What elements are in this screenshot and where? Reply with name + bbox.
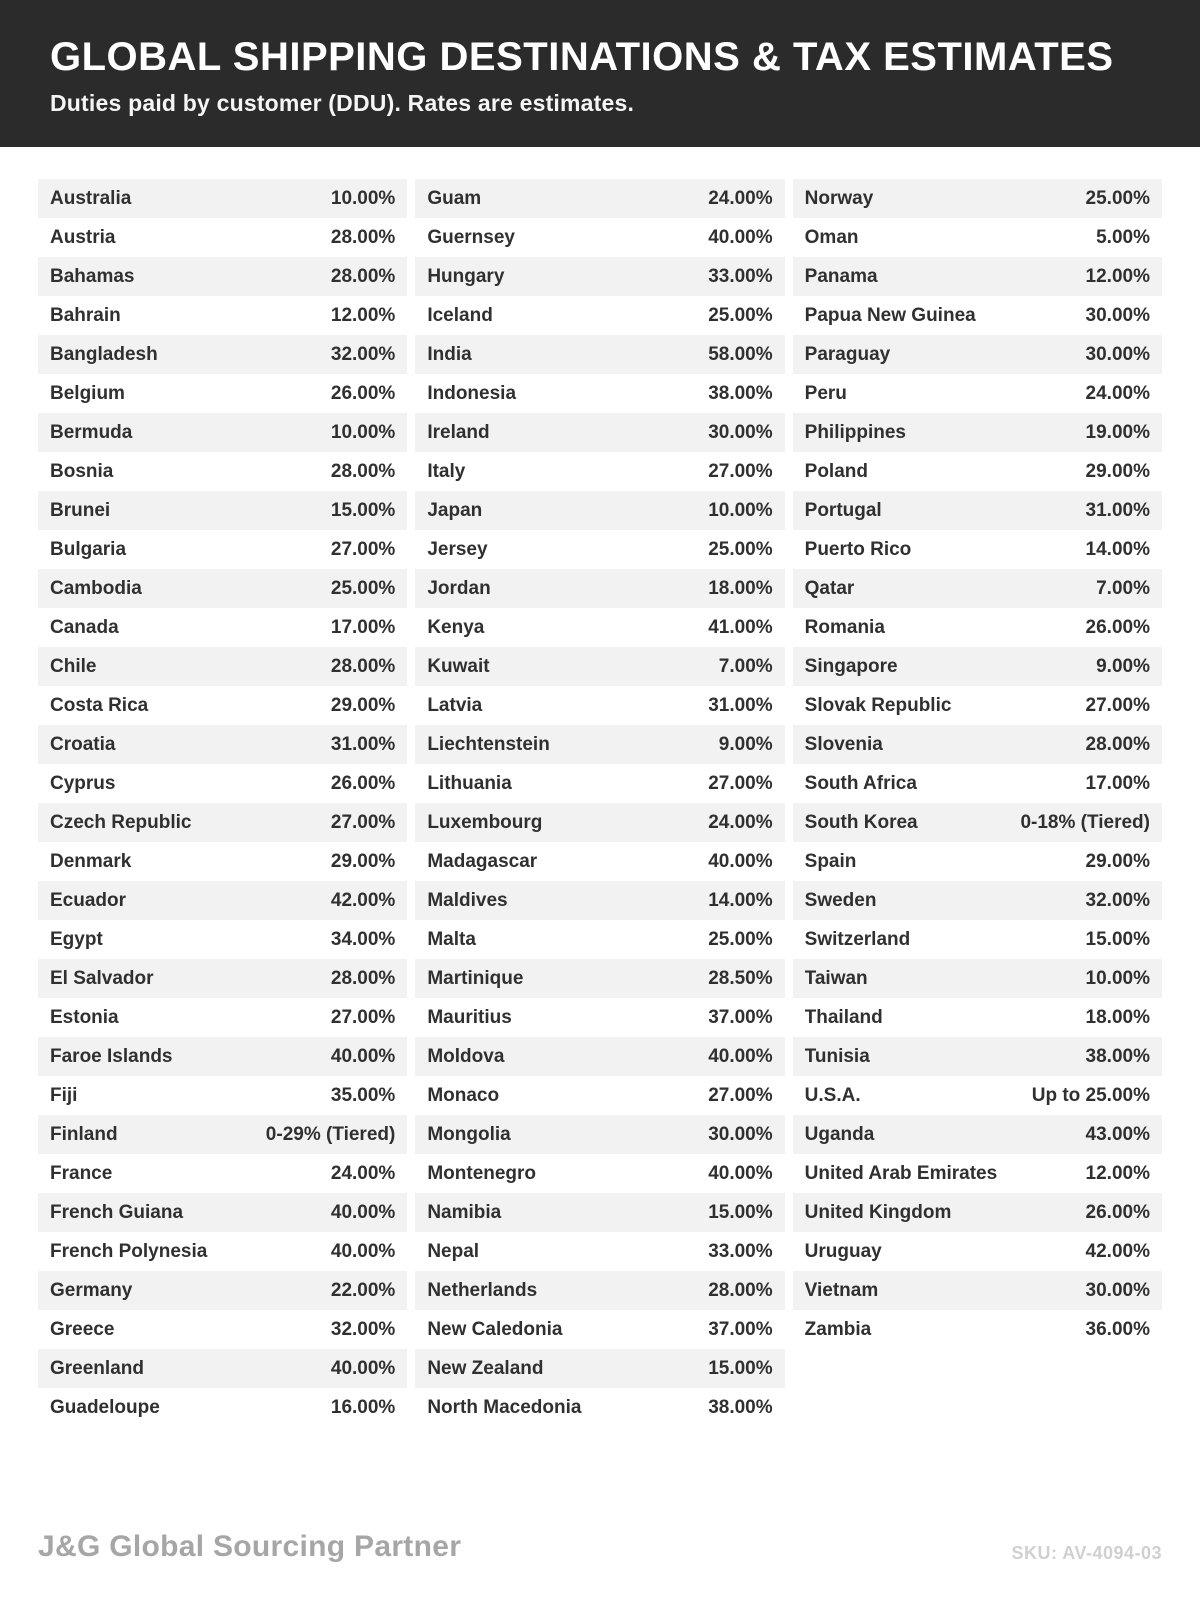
country-label: Kenya (427, 616, 485, 638)
rate-row (38, 1037, 407, 1076)
rate-value: 25.00% (708, 304, 773, 326)
country-label: Hungary (427, 265, 505, 287)
country-label: Bermuda (50, 421, 133, 443)
rate-value: 40.00% (708, 226, 773, 248)
rate-value: 40.00% (330, 1240, 396, 1262)
rate-value: 40.00% (330, 1201, 396, 1223)
rate-row (38, 257, 407, 296)
country-label: Austria (50, 226, 116, 248)
country-label: Bahrain (50, 304, 121, 326)
rate-row (793, 881, 1162, 920)
rate-value: 33.00% (708, 1240, 773, 1262)
rate-row (793, 296, 1162, 335)
rate-row (415, 1388, 784, 1427)
rate-row (38, 881, 407, 920)
rate-row (38, 1271, 407, 1310)
country-label: Romania (804, 616, 885, 638)
rate-row (38, 179, 407, 218)
rate-row (793, 569, 1162, 608)
page-title: GLOBAL SHIPPING DESTINATIONS & TAX ESTIMATES (50, 35, 1114, 79)
country-label: French Polynesia (50, 1240, 208, 1262)
country-label: Costa Rica (50, 694, 149, 716)
rate-value: 12.00% (330, 304, 396, 326)
rate-row (415, 257, 784, 296)
rate-row (38, 530, 407, 569)
rate-value: 15.00% (708, 1201, 773, 1223)
rate-value: 33.00% (708, 265, 773, 287)
country-label: Madagascar (427, 850, 538, 872)
country-label: Liechtenstein (427, 733, 550, 755)
rate-value: 28.00% (330, 655, 396, 677)
country-label: Luxembourg (427, 811, 543, 833)
rate-value: 29.00% (330, 850, 396, 872)
country-label: Bosnia (50, 460, 114, 482)
rate-value: 38.00% (708, 382, 773, 404)
rate-row (38, 1115, 407, 1154)
country-label: Mauritius (427, 1006, 512, 1028)
rate-row (415, 920, 784, 959)
rate-value: 28.50% (708, 967, 773, 989)
country-label: Netherlands (427, 1279, 538, 1301)
rate-row (793, 1076, 1162, 1115)
brand-name: J&G Global Sourcing Partner (38, 1530, 462, 1563)
rate-value: 31.00% (330, 733, 396, 755)
rate-row (793, 842, 1162, 881)
rate-value: 32.00% (330, 343, 396, 365)
rate-value: 27.00% (1085, 694, 1150, 716)
rate-row (415, 1115, 784, 1154)
country-label: Martinique (427, 967, 524, 989)
rate-row (415, 1310, 784, 1349)
rate-value: 9.00% (718, 733, 773, 755)
country-label: Iceland (427, 304, 493, 326)
rate-row (415, 647, 784, 686)
rate-value: 32.00% (1085, 889, 1150, 911)
rate-value: 41.00% (708, 616, 773, 638)
country-label: Panama (804, 265, 878, 287)
rate-row (793, 1115, 1162, 1154)
country-label: El Salvador (50, 967, 154, 989)
rate-value: 25.00% (330, 577, 396, 599)
sku-label: SKU: AV-4094-03 (1011, 1543, 1162, 1563)
country-label: Uganda (804, 1123, 875, 1145)
country-label: Norway (804, 187, 874, 209)
country-label: Italy (427, 460, 466, 482)
rate-row (38, 1310, 407, 1349)
rate-value: 14.00% (1085, 538, 1150, 560)
country-label: Namibia (427, 1201, 502, 1223)
rate-row (793, 218, 1162, 257)
country-label: Greece (50, 1318, 115, 1340)
rate-row (415, 998, 784, 1037)
country-label: Bulgaria (50, 538, 127, 560)
rate-row (415, 1154, 784, 1193)
rate-row (38, 218, 407, 257)
rate-row (415, 335, 784, 374)
rate-row (415, 218, 784, 257)
rate-value: 37.00% (708, 1006, 773, 1028)
rate-value: Up to 25.00% (1031, 1084, 1150, 1106)
country-label: United Kingdom (804, 1201, 952, 1223)
country-label: Zambia (804, 1318, 872, 1340)
country-label: Papua New Guinea (804, 304, 976, 326)
country-label: Jordan (427, 577, 491, 599)
page-subtitle: Duties paid by customer (DDU). Rates are estimates. (50, 90, 635, 116)
rate-value: 18.00% (1085, 1006, 1150, 1028)
country-label: Estonia (50, 1006, 119, 1028)
country-label: Poland (804, 460, 868, 482)
rate-row (415, 881, 784, 920)
rate-value: 37.00% (708, 1318, 773, 1340)
rate-value: 25.00% (708, 538, 773, 560)
rate-row (415, 452, 784, 491)
rate-value: 10.00% (1085, 967, 1150, 989)
country-label: Lithuania (427, 772, 512, 794)
rate-value: 30.00% (708, 421, 773, 443)
rate-value: 0-29% (Tiered) (265, 1123, 396, 1145)
rate-row (415, 608, 784, 647)
rate-value: 27.00% (330, 811, 396, 833)
rate-value: 28.00% (1085, 733, 1150, 755)
rate-value: 9.00% (1096, 655, 1150, 677)
rate-value: 24.00% (708, 811, 773, 833)
rate-value: 35.00% (330, 1084, 396, 1106)
rate-row (415, 569, 784, 608)
country-label: Bahamas (50, 265, 135, 287)
rate-value: 22.00% (330, 1279, 396, 1301)
rate-value: 42.00% (330, 889, 396, 911)
rate-value: 38.00% (1085, 1045, 1150, 1067)
rate-row (415, 842, 784, 881)
rate-row (415, 1076, 784, 1115)
rate-row (415, 1349, 784, 1388)
rate-row (415, 530, 784, 569)
rate-row (38, 491, 407, 530)
rate-value: 26.00% (1085, 616, 1150, 638)
rate-value: 29.00% (330, 694, 396, 716)
rate-row (38, 842, 407, 881)
country-label: Slovak Republic (804, 694, 952, 716)
country-label: Peru (804, 382, 847, 404)
country-label: Vietnam (804, 1279, 879, 1301)
rate-value: 26.00% (330, 382, 396, 404)
rate-row (793, 998, 1162, 1037)
rate-value: 26.00% (330, 772, 396, 794)
rate-row (793, 725, 1162, 764)
rate-value: 27.00% (330, 1006, 396, 1028)
rate-row (38, 803, 407, 842)
country-label: Ireland (427, 421, 490, 443)
country-label: Moldova (427, 1045, 505, 1067)
country-label: Croatia (50, 733, 116, 755)
rate-row (415, 1271, 784, 1310)
rate-value: 15.00% (330, 499, 396, 521)
country-label: New Zealand (427, 1357, 544, 1379)
rate-value: 30.00% (1085, 343, 1150, 365)
rate-value: 30.00% (1085, 304, 1150, 326)
country-label: Faroe Islands (50, 1045, 173, 1067)
rate-row (415, 1193, 784, 1232)
country-label: Chile (50, 655, 97, 677)
rate-row (38, 1388, 407, 1427)
country-label: New Caledonia (427, 1318, 563, 1340)
rate-row (38, 647, 407, 686)
rate-value: 25.00% (1085, 187, 1150, 209)
country-label: Thailand (804, 1006, 883, 1028)
rate-value: 29.00% (1085, 850, 1150, 872)
rate-row (38, 959, 407, 998)
rate-row (38, 374, 407, 413)
rate-row (793, 452, 1162, 491)
rate-row (38, 1154, 407, 1193)
rate-value: 10.00% (330, 421, 396, 443)
rate-value: 58.00% (708, 343, 773, 365)
rate-value: 40.00% (708, 1045, 773, 1067)
country-label: Japan (427, 499, 483, 521)
rate-row (415, 1232, 784, 1271)
rate-value: 25.00% (708, 928, 773, 950)
rate-row (415, 374, 784, 413)
country-label: India (427, 343, 472, 365)
rate-row (38, 569, 407, 608)
rate-value: 7.00% (1096, 577, 1150, 599)
rate-value: 28.00% (330, 967, 396, 989)
country-label: Cambodia (50, 577, 142, 599)
rate-row (793, 1310, 1162, 1349)
rate-value: 28.00% (708, 1279, 773, 1301)
country-label: Uruguay (804, 1240, 882, 1262)
country-label: Denmark (50, 850, 132, 872)
country-label: Bangladesh (50, 343, 158, 365)
country-label: Singapore (804, 655, 898, 677)
rate-value: 15.00% (708, 1357, 773, 1379)
rate-value: 14.00% (708, 889, 773, 911)
rate-value: 31.00% (1085, 499, 1150, 521)
country-label: Switzerland (804, 928, 911, 950)
rate-row (415, 959, 784, 998)
rates-column (415, 179, 784, 1427)
rate-value: 26.00% (1085, 1201, 1150, 1223)
rates-columns (38, 179, 1162, 1427)
rate-row (793, 1232, 1162, 1271)
rate-row (793, 1037, 1162, 1076)
country-label: South Africa (804, 772, 917, 794)
rate-value: 12.00% (1085, 265, 1150, 287)
rate-row (793, 335, 1162, 374)
country-label: Indonesia (427, 382, 517, 404)
country-label: Guernsey (427, 226, 515, 248)
country-label: Cyprus (50, 772, 116, 794)
country-label: Montenegro (427, 1162, 537, 1184)
rate-row (415, 725, 784, 764)
country-label: Taiwan (804, 967, 868, 989)
rate-row (793, 647, 1162, 686)
rate-value: 27.00% (708, 772, 773, 794)
rate-row (38, 1349, 407, 1388)
rate-value: 10.00% (708, 499, 773, 521)
country-label: U.S.A. (804, 1084, 861, 1106)
country-label: Sweden (804, 889, 877, 911)
rate-value: 42.00% (1085, 1240, 1150, 1262)
country-label: South Korea (804, 811, 918, 833)
country-label: Fiji (50, 1084, 78, 1106)
rate-row (415, 491, 784, 530)
rate-row (415, 764, 784, 803)
rate-value: 15.00% (1085, 928, 1150, 950)
rate-value: 18.00% (708, 577, 773, 599)
rate-row (38, 335, 407, 374)
country-label: Paraguay (804, 343, 891, 365)
country-label: Philippines (804, 421, 907, 443)
rate-value: 29.00% (1085, 460, 1150, 482)
rate-row (793, 686, 1162, 725)
rate-row (793, 1271, 1162, 1310)
page-header (0, 0, 1200, 147)
rate-value: 17.00% (1085, 772, 1150, 794)
rate-row (38, 686, 407, 725)
country-label: Czech Republic (50, 811, 192, 833)
rate-row (793, 920, 1162, 959)
country-label: Greenland (50, 1357, 144, 1379)
country-label: Nepal (427, 1240, 480, 1262)
country-label: Oman (804, 226, 859, 248)
rate-row (38, 608, 407, 647)
country-label: Ecuador (50, 889, 127, 911)
rate-row (415, 1037, 784, 1076)
rate-row (415, 686, 784, 725)
rate-value: 40.00% (330, 1357, 396, 1379)
rate-value: 28.00% (330, 226, 396, 248)
country-label: Brunei (50, 499, 111, 521)
rate-row (38, 296, 407, 335)
country-label: Spain (804, 850, 857, 872)
rate-row (38, 998, 407, 1037)
rate-value: 31.00% (708, 694, 773, 716)
rate-row (793, 257, 1162, 296)
rate-row (793, 959, 1162, 998)
rate-value: 10.00% (330, 187, 396, 209)
rate-value: 24.00% (1085, 382, 1150, 404)
rate-row (415, 296, 784, 335)
country-label: Kuwait (427, 655, 490, 677)
rate-row (793, 803, 1162, 842)
rates-column (38, 179, 407, 1427)
rate-value: 17.00% (330, 616, 396, 638)
rate-value: 5.00% (1096, 226, 1150, 248)
country-label: Guadeloupe (50, 1396, 160, 1418)
country-label: Jersey (427, 538, 488, 560)
rate-row (793, 1193, 1162, 1232)
country-label: Egypt (50, 928, 103, 950)
country-label: Mongolia (427, 1123, 511, 1145)
rate-value: 24.00% (708, 187, 773, 209)
rate-value: 27.00% (708, 1084, 773, 1106)
rate-value: 34.00% (330, 928, 396, 950)
country-label: Puerto Rico (804, 538, 912, 560)
rate-value: 27.00% (708, 460, 773, 482)
rate-row (415, 803, 784, 842)
rates-column (793, 179, 1162, 1349)
country-label: Tunisia (804, 1045, 870, 1067)
country-label: Portugal (804, 499, 882, 521)
rate-value: 19.00% (1085, 421, 1150, 443)
country-label: Slovenia (804, 733, 883, 755)
rate-row (38, 725, 407, 764)
page-footer (0, 1490, 1200, 1600)
rate-row (38, 1076, 407, 1115)
country-label: French Guiana (50, 1201, 184, 1223)
rate-value: 16.00% (330, 1396, 396, 1418)
rates-body (0, 147, 1200, 1490)
rate-value: 28.00% (330, 460, 396, 482)
country-label: Maldives (427, 889, 508, 911)
rate-row (38, 1193, 407, 1232)
rate-value: 12.00% (1085, 1162, 1150, 1184)
rate-value: 43.00% (1085, 1123, 1150, 1145)
rate-row (38, 452, 407, 491)
rate-value: 40.00% (330, 1045, 396, 1067)
rate-row (793, 491, 1162, 530)
country-label: Australia (50, 187, 132, 209)
rate-row (38, 1232, 407, 1271)
country-label: Qatar (804, 577, 855, 599)
rate-value: 0-18% (Tiered) (1020, 811, 1150, 833)
rate-row (793, 374, 1162, 413)
rate-value: 30.00% (708, 1123, 773, 1145)
rate-row (38, 764, 407, 803)
rate-row (415, 413, 784, 452)
rate-row (793, 413, 1162, 452)
country-label: Canada (50, 616, 119, 638)
country-label: Latvia (427, 694, 483, 716)
rate-row (38, 920, 407, 959)
country-label: Guam (427, 187, 482, 209)
rate-row (793, 1154, 1162, 1193)
rate-row (793, 530, 1162, 569)
rate-value: 40.00% (708, 1162, 773, 1184)
rate-value: 7.00% (718, 655, 773, 677)
rate-value: 28.00% (330, 265, 396, 287)
rate-value: 36.00% (1085, 1318, 1150, 1340)
rate-value: 24.00% (330, 1162, 396, 1184)
country-label: France (50, 1162, 113, 1184)
rate-value: 32.00% (330, 1318, 396, 1340)
country-label: United Arab Emirates (804, 1162, 998, 1184)
country-label: North Macedonia (427, 1396, 582, 1418)
country-label: Germany (50, 1279, 133, 1301)
rate-row (793, 179, 1162, 218)
country-label: Monaco (427, 1084, 500, 1106)
rate-row (793, 608, 1162, 647)
country-label: Finland (50, 1123, 118, 1145)
rate-row (793, 764, 1162, 803)
rate-value: 40.00% (708, 850, 773, 872)
rate-value: 38.00% (708, 1396, 773, 1418)
rate-value: 30.00% (1085, 1279, 1150, 1301)
country-label: Malta (427, 928, 476, 950)
country-label: Belgium (50, 382, 125, 404)
rate-row (38, 413, 407, 452)
rate-row (415, 179, 784, 218)
rate-value: 27.00% (330, 538, 396, 560)
